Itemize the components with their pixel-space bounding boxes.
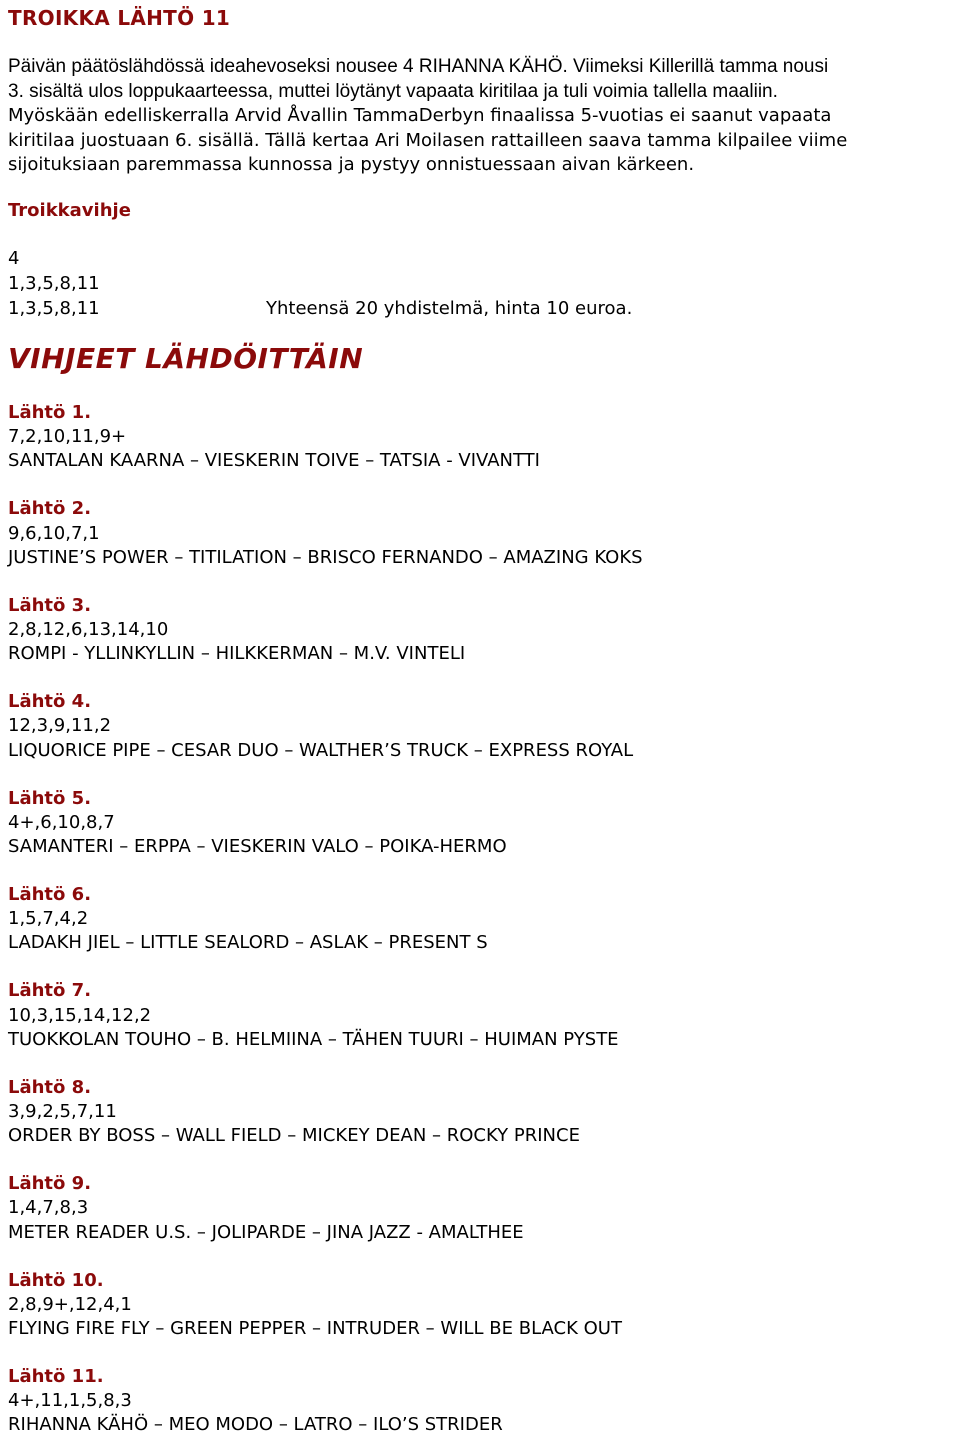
intro-line-3: Myöskään edelliskerralla Arvid Åvallin TammaDerbyn finaalissa 5-vuotias ei saanut vapaata — [8, 105, 832, 126]
race-horses: FLYING FIRE FLY – GREEN PEPPER – INTRUDER – WILL BE BLACK OUT — [8, 1318, 622, 1339]
race-numbers: 9,6,10,7,1 — [8, 522, 100, 544]
race-block-2 — [8, 497, 948, 570]
combo-row-3: 1,3,5,8,11 — [8, 298, 100, 319]
troikkavihje-total: Yhteensä 20 yhdistelmä, hinta 10 euroa. — [266, 298, 633, 319]
race-block-3 — [8, 594, 948, 667]
combo-row-1: 4 — [8, 248, 20, 269]
race-horses: RIHANNA KÄHÖ – MEO MODO – LATRO – ILO’S STRIDER — [8, 1414, 503, 1436]
race-name: Lähtö 10. — [8, 1269, 104, 1291]
race-block-8 — [8, 1076, 948, 1149]
race-name: Lähtö 11. — [8, 1366, 104, 1387]
race-name: Lähtö 6. — [8, 884, 92, 905]
intro-line-5: sijoituksiaan paremmassa kunnossa ja pystyy onnistuessaan aivan kärkeen. — [8, 154, 695, 175]
race-numbers: 4+,11,1,5,8,3 — [8, 1390, 132, 1412]
race-name: Lähtö 2. — [8, 498, 92, 520]
race-block-4 — [8, 690, 948, 763]
race-horses: SANTALAN KAARNA – VIESKERIN TOIVE – TATSIA - VIVANTTI — [8, 450, 540, 472]
intro-line-4: kiritilaa juostuaan 6. sisällä. Tällä kertaa Ari Moilasen rattailleen saava tamma kilpailee viime — [8, 129, 848, 151]
vihjeet-heading: VIHJEET LÄHDÖITTÄIN — [8, 342, 364, 375]
combo-row-2: 1,3,5,8,11 — [8, 273, 100, 294]
race-name: Lähtö 3. — [8, 594, 92, 616]
race-horses: TUOKKOLAN TOUHO – B. HELMIINA – TÄHEN TUURI – HUIMAN PYSTE — [8, 1028, 619, 1050]
race-numbers: 1,4,7,8,3 — [8, 1197, 89, 1219]
race-numbers: 10,3,15,14,12,2 — [8, 1004, 152, 1026]
race-name: Lähtö 9. — [8, 1173, 92, 1195]
race-horses: JUSTINE’S POWER – TITILATION – BRISCO FERNANDO – AMAZING KOKS — [8, 546, 643, 568]
race-block-11 — [8, 1365, 948, 1438]
race-block-7 — [8, 979, 948, 1052]
intro-paragraph — [8, 55, 958, 178]
troikkavihje-combination — [8, 246, 100, 321]
race-block-6 — [8, 883, 948, 956]
race-name: Lähtö 5. — [8, 787, 92, 809]
race-numbers: 4+,6,10,8,7 — [8, 811, 115, 833]
race-horses: ROMPI - YLLINKYLLIN – HILKKERMAN – M.V. VINTELI — [8, 643, 466, 665]
troikkavihje-heading: Troikkavihje — [8, 200, 131, 221]
race-numbers: 3,9,2,5,7,11 — [8, 1101, 117, 1122]
race-numbers: 7,2,10,11,9+ — [8, 426, 127, 448]
race-horses: LIQUORICE PIPE – CESAR DUO – WALTHER’S TRUCK – EXPRESS ROYAL — [8, 739, 634, 761]
race-block-9 — [8, 1172, 948, 1245]
race-horses: METER READER U.S. – JOLIPARDE – JINA JAZZ - AMALTHEE — [8, 1221, 524, 1243]
race-name: Lähtö 4. — [8, 691, 92, 713]
race-horses: SAMANTERI – ERPPA – VIESKERIN VALO – POIKA-HERMO — [8, 836, 507, 857]
race-horses: ORDER BY BOSS – WALL FIELD – MICKEY DEAN – ROCKY PRINCE — [8, 1125, 580, 1147]
race-name: Lähtö 1. — [8, 402, 92, 423]
intro-line-2: 3. sisältä ulos loppukaarteessa, muttei löytänyt vapaata kiritilaa ja tuli voimia tallella maaliin. — [8, 80, 778, 102]
race-block-10 — [8, 1269, 948, 1342]
race-numbers: 12,3,9,11,2 — [8, 715, 112, 737]
race-name: Lähtö 8. — [8, 1076, 92, 1098]
race-numbers: 2,8,9+,12,4,1 — [8, 1293, 132, 1315]
page-title: TROIKKA LÄHTÖ 11 — [8, 6, 231, 30]
race-numbers: 1,5,7,4,2 — [8, 908, 89, 930]
intro-line-1: Päivän päätöslähdössä ideahevoseksi nousee 4 RIHANNA KÄHÖ. Viimeksi Killerillä tamma nousi — [8, 56, 829, 77]
race-block-1 — [8, 401, 948, 474]
race-name: Lähtö 7. — [8, 980, 92, 1002]
race-horses: LADAKH JIEL – LITTLE SEALORD – ASLAK – PRESENT S — [8, 932, 488, 954]
race-numbers: 2,8,12,6,13,14,10 — [8, 619, 169, 640]
race-block-5 — [8, 787, 948, 860]
